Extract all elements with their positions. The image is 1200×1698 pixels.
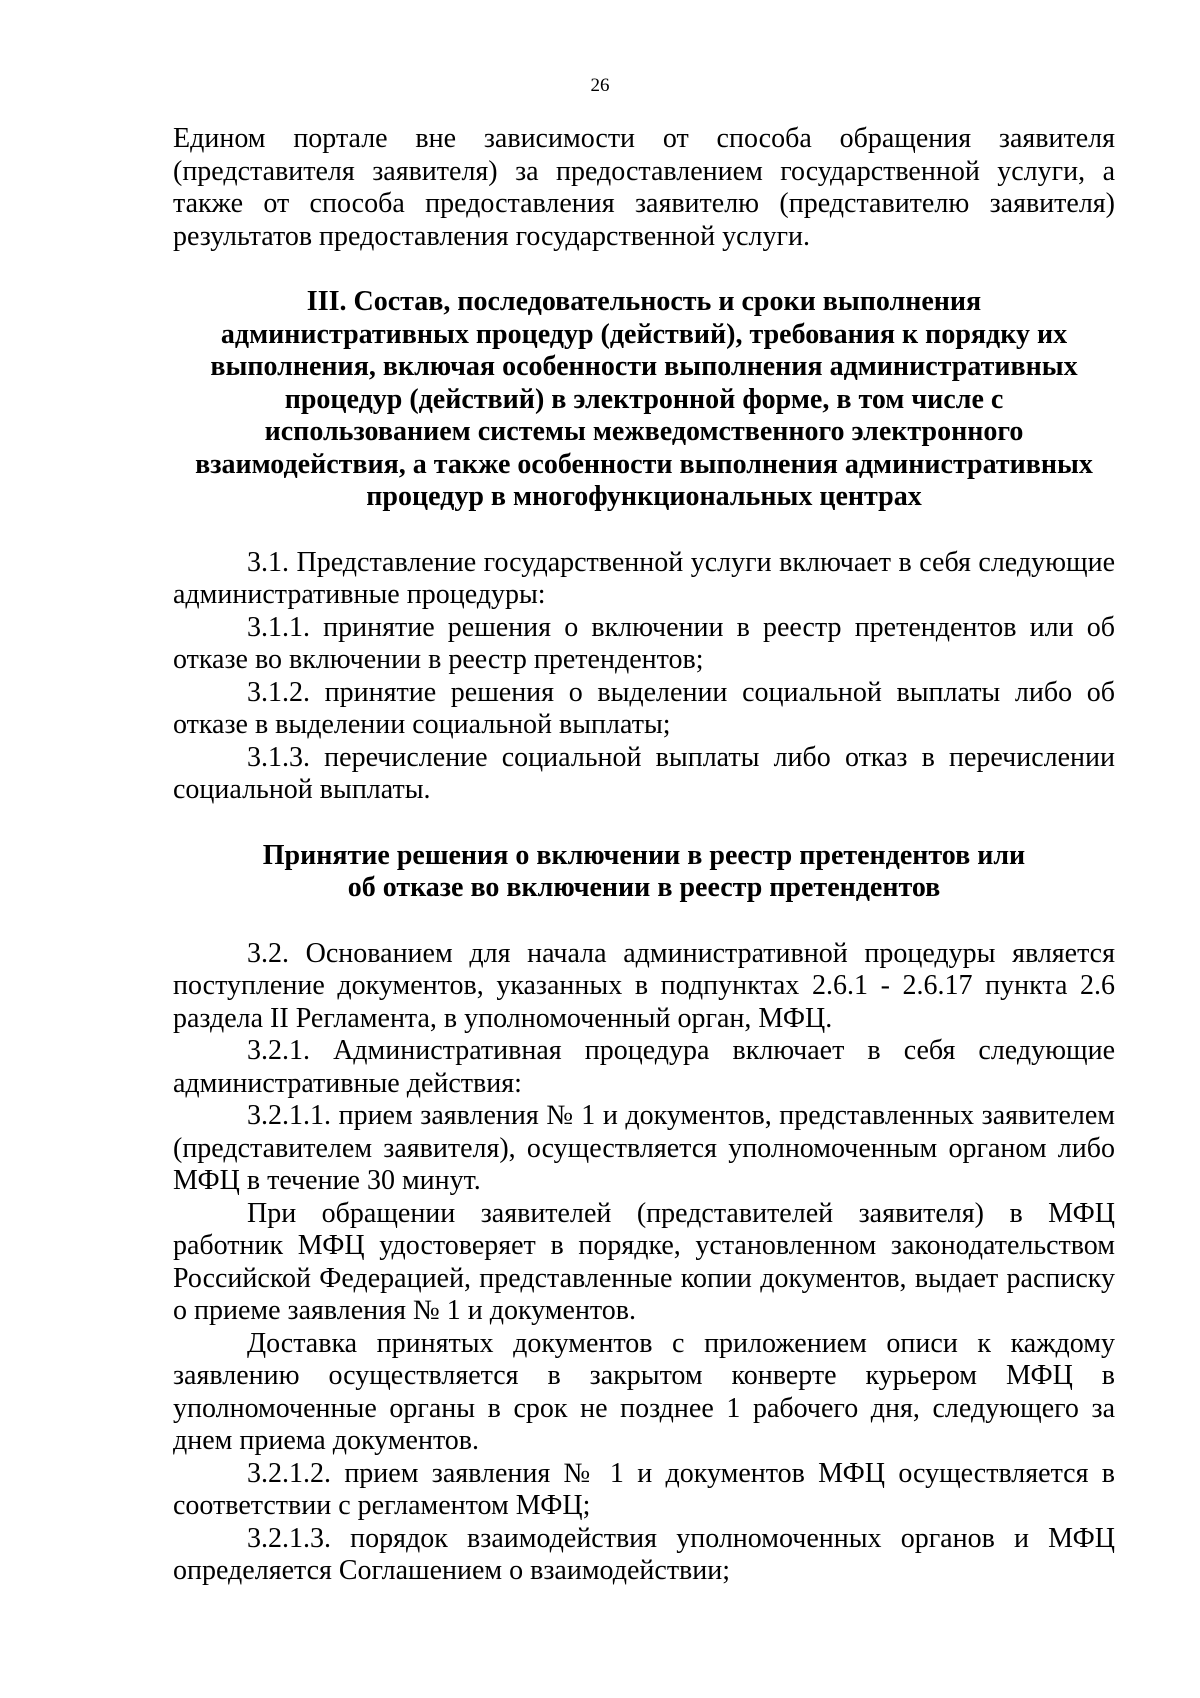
document-body [173,123,1115,1588]
paragraph-3-1: 3.1. Представление государственной услуги включает в себя следующие административные процедуры: [173,546,1115,610]
paragraph-mfc-appeal: При обращении заявителей (представителей заявителя) в МФЦ работник МФЦ удостоверяет в порядке, установленном законодательством Российской Федерацией, представленные копии документов, выдает расписку о приеме заявления № 1 и документов. [173,1197,1115,1326]
paragraph-3-2-1-1: 3.2.1.1. прием заявления № 1 и документов, представленных заявителем (представителем заявителя), осуществляется уполномоченным органом либо МФЦ в течение 30 минут. [173,1100,1115,1196]
subsection-heading: Принятие решения о включении в реестр претендентов или об отказе во включении в реестр претендентов [262,839,1026,903]
paragraph-delivery: Доставка принятых документов с приложением описи к каждому заявлению осуществляется в закрытом конверте курьером МФЦ в уполномоченные органы в срок не позднее 1 рабочего дня, следующего за днем приема документов. [173,1327,1115,1456]
paragraph-3-2-1-2: 3.2.1.2. прием заявления № 1 и документов МФЦ осуществляется в соответствии с регламентом МФЦ; [173,1457,1115,1521]
paragraph-3-2-1: 3.2.1. Административная процедура включает в себя следующие административные действия: [173,1035,1115,1099]
page-number: 26 [590,75,610,96]
section-heading: III. Состав, последовательность и сроки выполнения административных процедур (действий), требования к порядку их выполнения, включая особенности выполнения административных процедур (действий) в электронной форме, в том числе с использованием системы межведомственного электронного взаимодействия, а также особенности выполнения административных процедур в многофункциональных центрах [195,286,1093,512]
paragraph-3-1-1: 3.1.1. принятие решения о включении в реестр претендентов или об отказе во включении в реестр претендентов; [173,611,1115,675]
paragraph-3-2: 3.2. Основанием для начала административной процедуры является поступление документов, указанных в подпунктах 2.6.1 - 2.6.17 пункта 2.6 раздела II Регламента, в уполномоченный орган, МФЦ. [173,937,1115,1034]
intro-paragraph: Едином портале вне зависимости от способа обращения заявителя (представителя заявителя) за предоставлением государственной услуги, а также от способа предоставления заявителю (представителю заявителя) результатов предоставления государственной услуги. [173,123,1115,252]
paragraph-3-1-3: 3.1.3. перечисление социальной выплаты либо отказ в перечислении социальной выплаты. [173,741,1115,805]
paragraph-3-1-2: 3.1.2. принятие решения о выделении социальной выплаты либо об отказе в выделении социальной выплаты; [173,676,1115,740]
paragraph-3-2-1-3: 3.2.1.3. порядок взаимодействия уполномоченных органов и МФЦ определяется Соглашением о взаимодействии; [173,1522,1115,1586]
